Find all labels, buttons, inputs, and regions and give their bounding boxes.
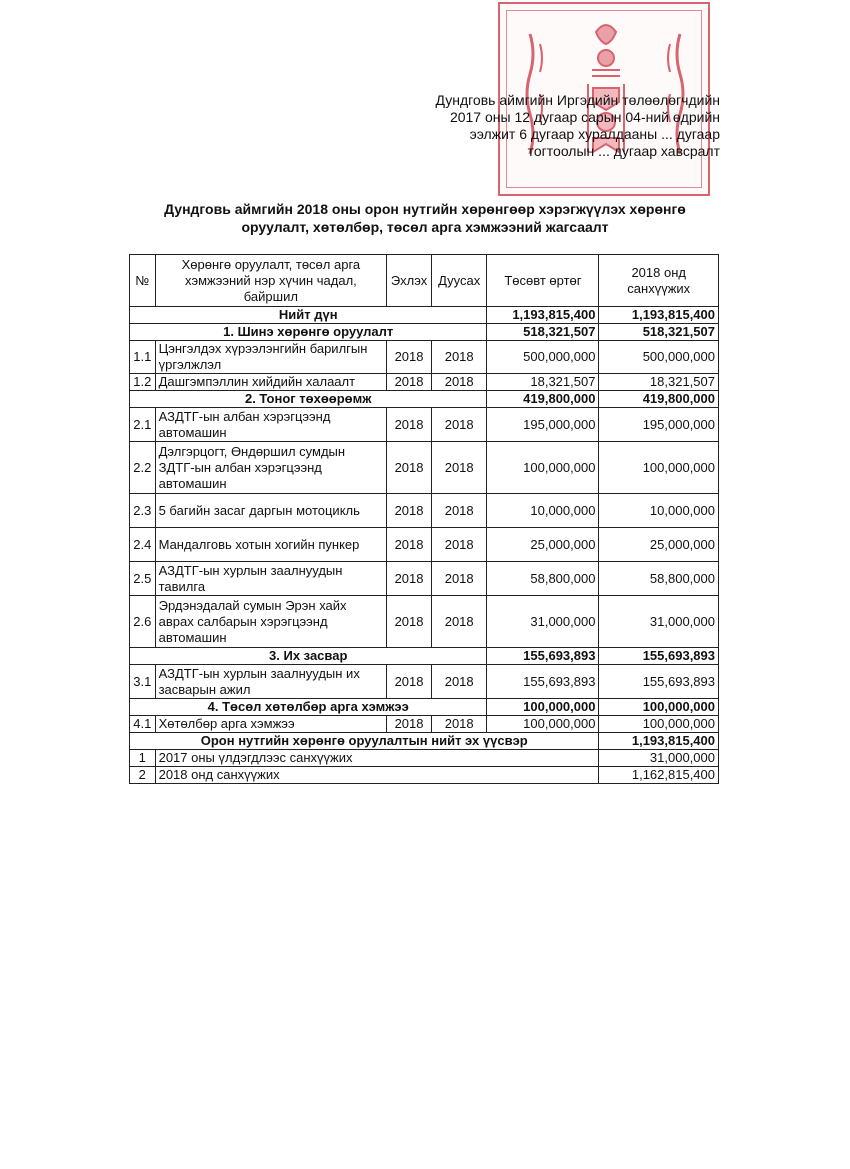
table-row — [130, 341, 719, 374]
header-start: Эхлэх — [387, 255, 432, 307]
row-no: 2.3 — [130, 494, 156, 528]
row-funding: 100,000,000 — [599, 442, 719, 494]
row-no: 4.1 — [130, 716, 156, 733]
row-name: Эрдэнэдалай сумын Эрэн хайх аврах салбарын хэрэгцээнд автомашин — [155, 596, 387, 648]
header-estimate: Төсөвт өртөг — [487, 255, 599, 307]
investment-table — [129, 254, 719, 784]
row-name: АЗДТГ-ын хурлын заалнуудын их засварын ажил — [155, 665, 387, 699]
row-funding: 58,800,000 — [599, 562, 719, 596]
row-no: 2.6 — [130, 596, 156, 648]
row-name: Цэнгэлдэх хүрээлэнгийн барилгын үргэлжлэл — [155, 341, 387, 374]
appendix-note-line: 2017 оны 12 дугаар сарын 04-ний өдрийн — [449, 109, 720, 125]
document-title-line-2: оруулалт, хөтөлбөр, төсөл арга хэмжээний жагсаалт — [241, 219, 609, 235]
row-no: 2.5 — [130, 562, 156, 596]
row-no: 2.2 — [130, 442, 156, 494]
row-end: 2018 — [431, 665, 486, 699]
table-row — [130, 665, 719, 699]
section-label: 2. Тоног төхөөрөмж — [130, 391, 487, 408]
row-estimate: 195,000,000 — [487, 408, 599, 442]
row-name: Дэлгэрцогт, Өндөршил сумдын ЗДТГ-ын албан хэрэгцээнд автомашин — [155, 442, 387, 494]
row-end: 2018 — [431, 341, 486, 374]
source-name: 2017 оны үлдэгдлээс санхүүжих — [155, 750, 599, 767]
table-row — [130, 562, 719, 596]
sources-total: 1,193,815,400 — [599, 733, 719, 750]
document-title-line-1: Дундговь аймгийн 2018 оны орон нутгийн хөрөнгөөр хэрэгжүүлэх хөрөнгө — [164, 201, 686, 217]
header-funding: 2018 онд санхүүжих — [599, 255, 719, 307]
section-funding: 100,000,000 — [599, 699, 719, 716]
row-estimate: 31,000,000 — [487, 596, 599, 648]
row-no: 1.2 — [130, 374, 156, 391]
row-end: 2018 — [431, 562, 486, 596]
source-no: 1 — [130, 750, 156, 767]
row-start: 2018 — [387, 408, 432, 442]
table-row — [130, 528, 719, 562]
row-funding: 18,321,507 — [599, 374, 719, 391]
header-no: № — [130, 255, 156, 307]
row-start: 2018 — [387, 528, 432, 562]
row-funding: 155,693,893 — [599, 665, 719, 699]
row-no: 2.1 — [130, 408, 156, 442]
grand-total-funding: 1,193,815,400 — [599, 307, 719, 324]
row-start: 2018 — [387, 665, 432, 699]
section-row — [130, 699, 719, 716]
table-header-row — [130, 255, 719, 307]
row-funding: 195,000,000 — [599, 408, 719, 442]
header-end: Дуусах — [431, 255, 486, 307]
row-estimate: 25,000,000 — [487, 528, 599, 562]
row-estimate: 500,000,000 — [487, 341, 599, 374]
section-estimate: 518,321,507 — [487, 324, 599, 341]
table-row — [130, 408, 719, 442]
document-title — [130, 200, 720, 236]
sources-total-row — [130, 733, 719, 750]
row-estimate: 58,800,000 — [487, 562, 599, 596]
section-funding: 419,800,000 — [599, 391, 719, 408]
source-value: 31,000,000 — [599, 750, 719, 767]
grand-total-estimate: 1,193,815,400 — [487, 307, 599, 324]
section-row — [130, 391, 719, 408]
section-row — [130, 324, 719, 341]
row-name: Мандалговь хотын хогийн пункер — [155, 528, 387, 562]
section-row — [130, 648, 719, 665]
row-end: 2018 — [431, 716, 486, 733]
row-estimate: 10,000,000 — [487, 494, 599, 528]
sources-label: Орон нутгийн хөрөнгө оруулалтын нийт эх үүсвэр — [130, 733, 599, 750]
source-name: 2018 онд санхүүжих — [155, 767, 599, 784]
section-estimate: 155,693,893 — [487, 648, 599, 665]
appendix-note — [300, 92, 720, 160]
row-name: АЗДТГ-ын хурлын заалнуудын тавилга — [155, 562, 387, 596]
row-end: 2018 — [431, 596, 486, 648]
row-name: Хөтөлбөр арга хэмжээ — [155, 716, 387, 733]
row-end: 2018 — [431, 374, 486, 391]
table-row — [130, 716, 719, 733]
source-row — [130, 750, 719, 767]
row-estimate: 155,693,893 — [487, 665, 599, 699]
appendix-note-line: тогтоолын ... дугаар хавсралт — [527, 143, 720, 159]
row-no: 2.4 — [130, 528, 156, 562]
row-end: 2018 — [431, 442, 486, 494]
section-funding: 518,321,507 — [599, 324, 719, 341]
row-funding: 100,000,000 — [599, 716, 719, 733]
row-start: 2018 — [387, 562, 432, 596]
row-estimate: 100,000,000 — [487, 716, 599, 733]
row-no: 3.1 — [130, 665, 156, 699]
table-row — [130, 596, 719, 648]
table-row — [130, 494, 719, 528]
row-name: Дашгэмпэллин хийдийн халаалт — [155, 374, 387, 391]
source-no: 2 — [130, 767, 156, 784]
row-end: 2018 — [431, 494, 486, 528]
row-start: 2018 — [387, 442, 432, 494]
source-row — [130, 767, 719, 784]
section-estimate: 419,800,000 — [487, 391, 599, 408]
row-funding: 25,000,000 — [599, 528, 719, 562]
appendix-note-line: ээлжит 6 дугаар хуралдааны ... дугаар — [469, 126, 720, 142]
header-name: Хөрөнгө оруулалт, төсөл арга хэмжээний нэр хүчин чадал, байршил — [155, 255, 387, 307]
grand-total-row — [130, 307, 719, 324]
section-label: 1. Шинэ хөрөнгө оруулалт — [130, 324, 487, 341]
table-row — [130, 442, 719, 494]
row-name: 5 багийн засаг даргын мотоцикль — [155, 494, 387, 528]
row-start: 2018 — [387, 341, 432, 374]
section-estimate: 100,000,000 — [487, 699, 599, 716]
section-label: 4. Төсөл хөтөлбөр арга хэмжээ — [130, 699, 487, 716]
row-name: АЗДТГ-ын албан хэрэгцээнд автомашин — [155, 408, 387, 442]
row-no: 1.1 — [130, 341, 156, 374]
section-label: 3. Их засвар — [130, 648, 487, 665]
row-end: 2018 — [431, 408, 486, 442]
row-start: 2018 — [387, 596, 432, 648]
appendix-note-line: Дундговь аймгийн Иргэдийн төлөөлөгчдийн — [435, 92, 720, 108]
row-funding: 31,000,000 — [599, 596, 719, 648]
source-value: 1,162,815,400 — [599, 767, 719, 784]
row-start: 2018 — [387, 374, 432, 391]
table-row — [130, 374, 719, 391]
row-funding: 500,000,000 — [599, 341, 719, 374]
section-funding: 155,693,893 — [599, 648, 719, 665]
grand-total-label: Нийт дүн — [130, 307, 487, 324]
row-start: 2018 — [387, 494, 432, 528]
row-start: 2018 — [387, 716, 432, 733]
row-estimate: 18,321,507 — [487, 374, 599, 391]
row-estimate: 100,000,000 — [487, 442, 599, 494]
row-end: 2018 — [431, 528, 486, 562]
row-funding: 10,000,000 — [599, 494, 719, 528]
